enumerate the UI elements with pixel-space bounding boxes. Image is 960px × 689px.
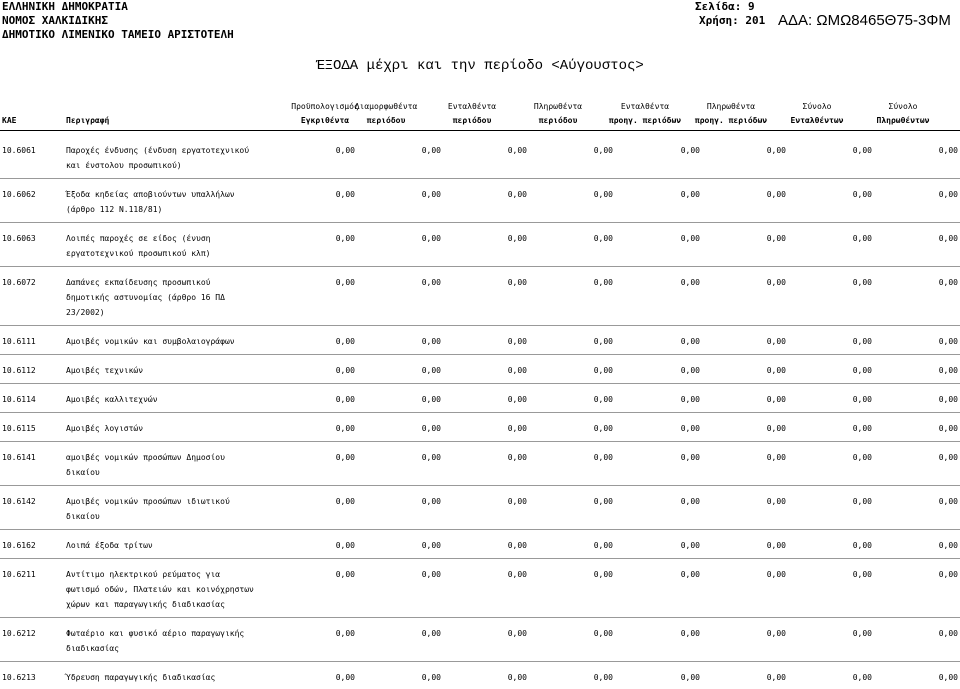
value-c8: 0,00 bbox=[938, 146, 958, 155]
value-c4: 0,00 bbox=[593, 424, 613, 433]
value-c5: 0,00 bbox=[680, 234, 700, 243]
row-divider bbox=[0, 222, 960, 223]
value-c2: 0,00 bbox=[421, 629, 441, 638]
value-c6: 0,00 bbox=[766, 146, 786, 155]
value-c4: 0,00 bbox=[593, 234, 613, 243]
col-header-c6: Πληρωθέντα προηγ. περιόδων bbox=[694, 102, 768, 125]
description: Αμοιβές τεχνικών bbox=[66, 366, 144, 375]
report-title: ΈΞΟΔΑ μέχρι και την περίοδο <Αύγουστος> bbox=[316, 58, 644, 74]
value-c5: 0,00 bbox=[680, 453, 700, 462]
kae-code: 10.6142 bbox=[2, 497, 36, 506]
value-c3: 0,00 bbox=[507, 673, 527, 682]
col-header-c3: Ενταλθέντα περιόδου bbox=[447, 102, 497, 125]
value-c2: 0,00 bbox=[421, 234, 441, 243]
value-c6: 0,00 bbox=[766, 424, 786, 433]
page-info bbox=[695, 0, 766, 27]
value-c6: 0,00 bbox=[766, 366, 786, 375]
value-c4: 0,00 bbox=[593, 190, 613, 199]
col-header-desc: Περιγραφή bbox=[66, 116, 110, 125]
value-c7: 0,00 bbox=[852, 629, 872, 638]
value-c6: 0,00 bbox=[766, 497, 786, 506]
kae-code: 10.6213 bbox=[2, 673, 36, 682]
col-header-c1: Προϋπολογισμός Εγκριθέντα bbox=[291, 102, 359, 125]
description: Αμοιβές νομικών προσώπων ιδιωτικού δικαίου bbox=[66, 497, 230, 521]
value-c2: 0,00 bbox=[421, 278, 441, 287]
kae-code: 10.6114 bbox=[2, 395, 36, 404]
description: Δαπάνες εκπαίδευσης προσωπικού δημοτικής αστυνομίας (άρθρο 16 ΠΔ 23/2002) bbox=[66, 278, 225, 317]
value-c6: 0,00 bbox=[766, 337, 786, 346]
kae-code: 10.6111 bbox=[2, 337, 36, 346]
value-c7: 0,00 bbox=[852, 541, 872, 550]
description: Παροχές ένδυσης (ένδυση εργατοτεχνικού και ένστολου προσωπικού) bbox=[66, 146, 250, 170]
value-c4: 0,00 bbox=[593, 453, 613, 462]
row-divider bbox=[0, 441, 960, 442]
description: Αμοιβές καλλιτεχνών bbox=[66, 395, 158, 404]
value-c5: 0,00 bbox=[680, 629, 700, 638]
page-number: Σελίδα: 9 bbox=[695, 0, 755, 13]
row-divider bbox=[0, 354, 960, 355]
value-c6: 0,00 bbox=[766, 629, 786, 638]
value-c1: 0,00 bbox=[335, 570, 355, 579]
value-c7: 0,00 bbox=[852, 366, 872, 375]
value-c6: 0,00 bbox=[766, 541, 786, 550]
value-c7: 0,00 bbox=[852, 395, 872, 404]
value-c5: 0,00 bbox=[680, 190, 700, 199]
value-c8: 0,00 bbox=[938, 541, 958, 550]
col-header-c2: Διαμορφωθέντα περιόδου bbox=[354, 102, 418, 125]
description: αμοιβές νομικών προσώπων Δημοσίου δικαίου bbox=[66, 453, 225, 477]
value-c4: 0,00 bbox=[593, 395, 613, 404]
value-c3: 0,00 bbox=[507, 234, 527, 243]
value-c3: 0,00 bbox=[507, 366, 527, 375]
description: Αντίτιμο ηλεκτρικού ρεύματος για φωτισμό οδών, Πλατειών και κοινόχρηστων χώρων και παραγωγικής διαδικασίας bbox=[66, 570, 254, 609]
value-c3: 0,00 bbox=[507, 453, 527, 462]
value-c6: 0,00 bbox=[766, 234, 786, 243]
value-c4: 0,00 bbox=[593, 541, 613, 550]
value-c1: 0,00 bbox=[335, 146, 355, 155]
value-c2: 0,00 bbox=[421, 190, 441, 199]
value-c4: 0,00 bbox=[593, 146, 613, 155]
value-c6: 0,00 bbox=[766, 570, 786, 579]
value-c1: 0,00 bbox=[335, 190, 355, 199]
value-c6: 0,00 bbox=[766, 673, 786, 682]
value-c3: 0,00 bbox=[507, 541, 527, 550]
value-c6: 0,00 bbox=[766, 395, 786, 404]
value-c6: 0,00 bbox=[766, 190, 786, 199]
value-c3: 0,00 bbox=[507, 424, 527, 433]
row-divider bbox=[0, 617, 960, 618]
value-c7: 0,00 bbox=[852, 424, 872, 433]
col-header-c7: Σύνολο Ενταλθέντων bbox=[790, 102, 844, 125]
kae-code: 10.6115 bbox=[2, 424, 36, 433]
description: Φωταέριο και φυσικό αέριο παραγωγικής διαδικασίας bbox=[66, 629, 245, 653]
row-divider bbox=[0, 485, 960, 486]
kae-code: 10.6063 bbox=[2, 234, 36, 243]
value-c8: 0,00 bbox=[938, 629, 958, 638]
value-c8: 0,00 bbox=[938, 278, 958, 287]
row-divider bbox=[0, 412, 960, 413]
header-line-2: ΝΟΜΟΣ ΧΑΛΚΙΔΙΚΗΣ bbox=[2, 14, 108, 27]
value-c2: 0,00 bbox=[421, 424, 441, 433]
row-divider bbox=[0, 661, 960, 662]
value-c1: 0,00 bbox=[335, 234, 355, 243]
value-c5: 0,00 bbox=[680, 278, 700, 287]
description: Αμοιβές λογιστών bbox=[66, 424, 144, 433]
value-c5: 0,00 bbox=[680, 424, 700, 433]
description: Αμοιβές νομικών και συμβολαιογράφων bbox=[66, 337, 235, 346]
value-c1: 0,00 bbox=[335, 395, 355, 404]
ada-stamp: ΑΔΑ: ΩΜΩ8465Θ75-3ΦΜ bbox=[778, 12, 951, 29]
value-c2: 0,00 bbox=[421, 673, 441, 682]
kae-code: 10.6141 bbox=[2, 453, 36, 462]
value-c4: 0,00 bbox=[593, 366, 613, 375]
value-c4: 0,00 bbox=[593, 570, 613, 579]
value-c8: 0,00 bbox=[938, 453, 958, 462]
value-c4: 0,00 bbox=[593, 278, 613, 287]
value-c5: 0,00 bbox=[680, 337, 700, 346]
value-c3: 0,00 bbox=[507, 146, 527, 155]
value-c4: 0,00 bbox=[593, 629, 613, 638]
value-c8: 0,00 bbox=[938, 497, 958, 506]
value-c1: 0,00 bbox=[335, 453, 355, 462]
value-c7: 0,00 bbox=[852, 337, 872, 346]
value-c2: 0,00 bbox=[421, 497, 441, 506]
description: Λοιπά έξοδα τρίτων bbox=[66, 541, 153, 550]
value-c6: 0,00 bbox=[766, 453, 786, 462]
value-c7: 0,00 bbox=[852, 190, 872, 199]
value-c3: 0,00 bbox=[507, 570, 527, 579]
value-c8: 0,00 bbox=[938, 337, 958, 346]
description: Ύδρευση παραγωγικής διαδικασίας bbox=[66, 673, 216, 682]
value-c4: 0,00 bbox=[593, 497, 613, 506]
value-c3: 0,00 bbox=[507, 395, 527, 404]
value-c2: 0,00 bbox=[421, 453, 441, 462]
row-divider bbox=[0, 325, 960, 326]
value-c7: 0,00 bbox=[852, 234, 872, 243]
row-divider bbox=[0, 529, 960, 530]
value-c2: 0,00 bbox=[421, 570, 441, 579]
value-c5: 0,00 bbox=[680, 673, 700, 682]
fiscal-year: Χρήση: 201 bbox=[699, 14, 766, 27]
value-c2: 0,00 bbox=[421, 337, 441, 346]
row-divider bbox=[0, 178, 960, 179]
value-c5: 0,00 bbox=[680, 146, 700, 155]
value-c7: 0,00 bbox=[852, 570, 872, 579]
value-c2: 0,00 bbox=[421, 146, 441, 155]
row-divider bbox=[0, 266, 960, 267]
value-c5: 0,00 bbox=[680, 395, 700, 404]
value-c3: 0,00 bbox=[507, 337, 527, 346]
value-c7: 0,00 bbox=[852, 146, 872, 155]
col-header-kae: ΚΑΕ bbox=[2, 116, 17, 125]
kae-code: 10.6072 bbox=[2, 278, 36, 287]
value-c1: 0,00 bbox=[335, 497, 355, 506]
value-c5: 0,00 bbox=[680, 541, 700, 550]
value-c3: 0,00 bbox=[507, 278, 527, 287]
value-c8: 0,00 bbox=[938, 366, 958, 375]
value-c7: 0,00 bbox=[852, 278, 872, 287]
value-c7: 0,00 bbox=[852, 453, 872, 462]
value-c7: 0,00 bbox=[852, 497, 872, 506]
kae-code: 10.6162 bbox=[2, 541, 36, 550]
value-c2: 0,00 bbox=[421, 366, 441, 375]
organization-header bbox=[2, 0, 234, 42]
value-c5: 0,00 bbox=[680, 497, 700, 506]
col-header-c5: Ενταλθέντα προηγ. περιόδων bbox=[608, 102, 682, 125]
col-header-c4: Πληρωθέντα περιόδου bbox=[533, 102, 583, 125]
row-divider bbox=[0, 558, 960, 559]
value-c7: 0,00 bbox=[852, 673, 872, 682]
value-c3: 0,00 bbox=[507, 497, 527, 506]
header-line-3: ΔΗΜΟΤΙΚΟ ΛΙΜΕΝΙΚΟ ΤΑΜΕΙΟ ΑΡΙΣΤΟΤΕΛΗ bbox=[2, 28, 234, 41]
value-c4: 0,00 bbox=[593, 673, 613, 682]
value-c2: 0,00 bbox=[421, 541, 441, 550]
value-c8: 0,00 bbox=[938, 424, 958, 433]
value-c3: 0,00 bbox=[507, 190, 527, 199]
value-c8: 0,00 bbox=[938, 395, 958, 404]
value-c8: 0,00 bbox=[938, 570, 958, 579]
value-c6: 0,00 bbox=[766, 278, 786, 287]
value-c2: 0,00 bbox=[421, 395, 441, 404]
kae-code: 10.6211 bbox=[2, 570, 36, 579]
row-divider bbox=[0, 383, 960, 384]
value-c5: 0,00 bbox=[680, 366, 700, 375]
value-c5: 0,00 bbox=[680, 570, 700, 579]
header-divider bbox=[0, 130, 960, 131]
value-c1: 0,00 bbox=[335, 541, 355, 550]
col-header-c8: Σύνολο Πληρωθέντων bbox=[876, 102, 930, 125]
kae-code: 10.6212 bbox=[2, 629, 36, 638]
kae-code: 10.6061 bbox=[2, 146, 36, 155]
value-c1: 0,00 bbox=[335, 278, 355, 287]
value-c8: 0,00 bbox=[938, 673, 958, 682]
value-c1: 0,00 bbox=[335, 673, 355, 682]
value-c8: 0,00 bbox=[938, 190, 958, 199]
description: Λοιπές παροχές σε είδος (ένυση εργατοτεχνικού προσωπικού κλπ) bbox=[66, 234, 211, 258]
value-c8: 0,00 bbox=[938, 234, 958, 243]
value-c1: 0,00 bbox=[335, 424, 355, 433]
kae-code: 10.6062 bbox=[2, 190, 36, 199]
value-c4: 0,00 bbox=[593, 337, 613, 346]
value-c3: 0,00 bbox=[507, 629, 527, 638]
value-c1: 0,00 bbox=[335, 337, 355, 346]
value-c1: 0,00 bbox=[335, 366, 355, 375]
kae-code: 10.6112 bbox=[2, 366, 36, 375]
header-line-1: ΕΛΛΗΝΙΚΗ ΔΗΜΟΚΡΑΤΙΑ bbox=[2, 0, 128, 13]
value-c1: 0,00 bbox=[335, 629, 355, 638]
description: Έξοδα κηδείας αποβιούντων υπαλλήλων (άρθρο 112 Ν.118/81) bbox=[66, 190, 235, 214]
